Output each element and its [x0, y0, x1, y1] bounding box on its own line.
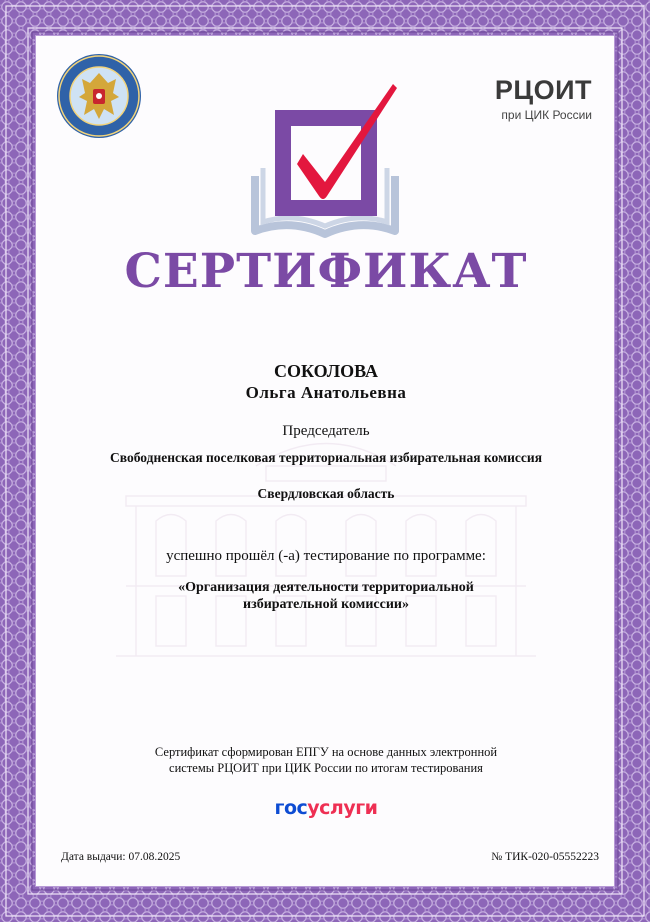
rcoit-name: РЦОИТ	[494, 75, 592, 105]
issuance-note-line2: системы РЦОИТ при ЦИК России по итогам тестирования	[169, 761, 483, 775]
issuance-note-line1: Сертификат сформирован ЕПГУ на основе данных электронной	[154, 745, 498, 759]
recipient-position: Председатель	[282, 423, 370, 439]
ballot-check-book-icon	[245, 56, 405, 246]
issuance-note	[36, 744, 616, 776]
cec-russia-emblem-icon	[56, 53, 142, 139]
passed-statement: успешно прошёл (-а) тестирование по программе:	[166, 548, 486, 564]
rcoit-logo	[495, 76, 592, 122]
region-name: Свердловская область	[257, 486, 395, 501]
certificate-title: СЕРТИФИКАТ	[124, 244, 528, 299]
gosuslugi-logo	[36, 797, 616, 819]
program-title-line1: «Организация деятельности территориальной	[178, 580, 474, 595]
rcoit-subtitle: при ЦИК России	[501, 108, 592, 122]
certificate-number: № ТИК-020-05552223	[491, 851, 599, 863]
issue-date: Дата выдачи: 07.08.2025	[61, 851, 181, 863]
recipient-surname: СОКОЛОВА	[274, 361, 378, 381]
gosuslugi-uslugi: услуги	[307, 797, 378, 819]
program-title-line2: избирательной комиссии»	[243, 597, 409, 612]
certificate-body	[35, 35, 615, 887]
commission-name: Свободненская поселковая территориальная избирательная комиссия	[110, 450, 542, 465]
gosuslugi-gos: гос	[274, 797, 308, 819]
recipient-given-names: Ольга Анатольевна	[245, 383, 407, 402]
program-title	[36, 579, 616, 613]
